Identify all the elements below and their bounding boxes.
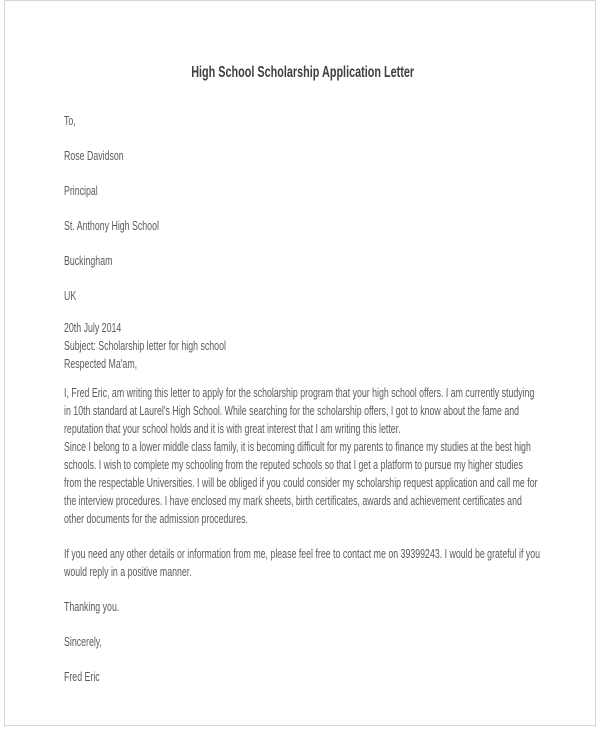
recipient-line-country: UK (64, 288, 77, 303)
body-paragraph-3: If you need any other details or information from me, please feel free to contact me on 39399243. I would be grateful if you would reply in a positive manner. (64, 546, 541, 579)
letter-title: High School Scholarship Application Letter (191, 64, 415, 81)
letter-page (4, 0, 596, 726)
subject-line: Subject: Scholarship letter for high school (64, 338, 226, 353)
signoff-line: Sincerely, (64, 634, 102, 649)
recipient-line-to: To, (64, 113, 76, 128)
recipient-line-school: St. Anthony High School (64, 218, 159, 233)
signature-line: Fred Eric (64, 669, 100, 684)
salutation: Respected Ma'am, (64, 356, 138, 371)
body-paragraph-1: I, Fred Eric, am writing this letter to apply for the scholarship program that your high school offers. I am currently studying in 10th standard at Laurel's High School. While searching for the scholarship offers, I got to know about the fame and reputation that your school holds and it is with great interest that I am writing this letter. (64, 385, 535, 436)
body-paragraph-2: Since I belong to a lower middle class family, it is becoming difficult for my parents to finance my studies at the best high schools. I wish to complete my schooling from the reputed schools so that I get a platform to pursue my higher studies from the respectable Universities. I will be obliged if you could consider my scholarship request application and call me for the interview procedures. I have enclosed my mark sheets, birth certificates, awards and achievement certificates and other documents for the admission procedures. (64, 439, 538, 526)
letter-date: 20th July 2014 (64, 320, 122, 335)
recipient-line-name: Rose Davidson (64, 148, 124, 163)
letter-content (64, 65, 541, 705)
recipient-line-city: Buckingham (64, 253, 113, 268)
thanking-line: Thanking you. (64, 599, 120, 614)
recipient-line-role: Principal (64, 183, 98, 198)
